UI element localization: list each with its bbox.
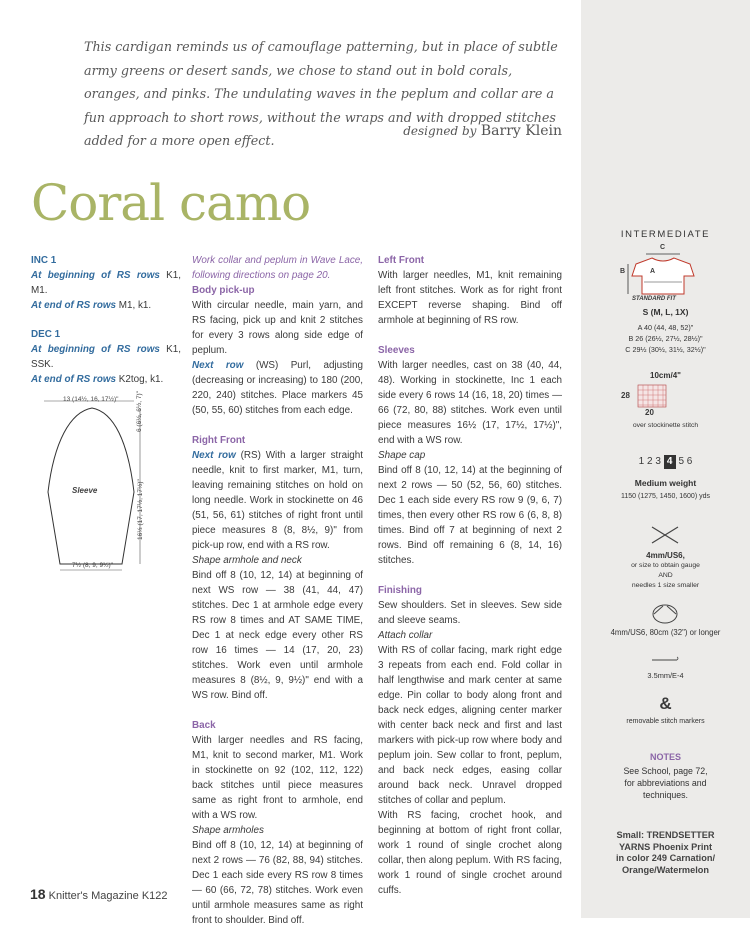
shape-armholes-label: Shape armholes <box>192 825 264 836</box>
sleeve-schematic <box>30 392 160 572</box>
needle1-and: AND <box>658 572 673 579</box>
schematic-sleeve-label: Sleeve <box>72 486 98 495</box>
finishing-column <box>378 253 562 898</box>
yardage: 1150 (1275, 1450, 1600) yds <box>621 493 710 500</box>
back-text: With larger needles and RS facing, M1, knit to second marker, M1. Work in stockinette on 92 (102, 112, 122) back stitches until piece measures same as right front to armhole, end with a WS row. <box>192 735 363 821</box>
notes-line-2: for abbreviations and <box>624 778 707 788</box>
ampersand: & <box>659 694 672 713</box>
sleeves-heading: Sleeves <box>378 345 415 356</box>
body-pickup-text-2: (WS) Purl, adjusting (decreasing or increasing) to 180 (200, 220, 240) stitches. Place markers 45 (50, 55, 60) stitches from each edge. <box>192 360 363 416</box>
abbreviation-column <box>31 253 181 387</box>
gauge-rows: 28 <box>621 391 630 400</box>
standard-fit-label: STANDARD FIT <box>632 296 676 302</box>
sizes: S (M, L, 1X) <box>642 307 689 317</box>
body-pickup-text: With circular needle, main yarn, and RS facing, pick up and knit 2 stitches for every 3 rows along side edge of peplum. <box>192 300 363 356</box>
dec-rs-text: K1, SSK. <box>31 344 181 370</box>
fit-label-a: A <box>650 268 656 275</box>
dec-rs-label: At beginning of RS rows <box>31 344 160 355</box>
circular-needle-info: 4mm/US6, 80cm (32") or longer <box>610 628 721 637</box>
body-pickup-heading: Body pick-up <box>192 285 255 296</box>
measurement-c: C 29½ (30½, 31½, 32½)" <box>625 345 706 354</box>
yarn-line-1: Small: TRENDSETTER <box>616 830 715 840</box>
measurement-b: B 26 (26½, 27½, 28½)" <box>628 334 703 343</box>
schematic-top-dim: 13 (14½, 16, 17½)" <box>63 396 119 403</box>
sleeves-text-2: Bind off 8 (10, 12, 14) at the beginning of next 2 rows — 50 (52, 56, 60) stitches. Dec 1 each side every RS row 9 (9, 6, 7) times, then every other RS row 6 (6, 8, 8) times. Bind off 7 at beginning of next 2 rows. Bind off remaining 6 (8, 14, 16) stitches. <box>378 465 562 566</box>
shape-armhole-neck-label: Shape armhole and neck <box>192 555 302 566</box>
gauge-swatch <box>621 384 691 420</box>
weight-3: 3 <box>655 456 661 467</box>
fit-label-b: B <box>620 268 626 275</box>
finished-measurements <box>581 322 750 355</box>
inc-rs-text: K1, M1. <box>31 270 181 296</box>
crochet-hook-info: 3.5mm/E-4 <box>647 671 684 680</box>
gauge-note: over stockinette stitch <box>632 422 699 429</box>
notes-text <box>581 765 750 801</box>
body-column <box>192 253 363 928</box>
intro-paragraph: This cardigan reminds us of camouflage patterning, but in place of subtle army greens or desert sands, we chose to stand out in bold corals, oranges, and pinks. The undulating waves in the peplum and collar are a fun approach to short rows, without the wraps and with dropped stitches added for a more open effect. <box>84 39 558 148</box>
notes-line-1: See School, page 72, <box>623 766 708 776</box>
gauge-grid-icon <box>637 384 667 410</box>
page-number: 18 <box>30 886 46 902</box>
yarn-info <box>581 830 750 876</box>
schematic-length-dim: 16½ (17, 17½, 17½)" <box>137 479 144 540</box>
page-footer <box>30 886 168 902</box>
attach-collar-label: Attach collar <box>378 630 433 641</box>
notes-heading: NOTES <box>649 752 681 762</box>
dec-end-text: K2tog, k1. <box>116 374 164 385</box>
notes-line-3: techniques. <box>643 790 688 800</box>
needle1-note: or size to obtain gauge <box>631 562 700 569</box>
yarn-line-2: YARNS Phoenix Print <box>618 841 713 852</box>
left-front-heading: Left Front <box>378 255 425 266</box>
yarn-line-4: Orange/Watermelon <box>622 864 709 875</box>
fit-diagram <box>614 244 714 306</box>
skill-level: INTERMEDIATE <box>620 229 711 240</box>
collar-intro: Work collar and peplum in Wave Lace, following directions on page 20. <box>192 255 363 281</box>
finishing-text: Sew shoulders. Set in sleeves. Sew side and sleeve seams. <box>378 600 562 626</box>
designer-credit <box>403 123 562 139</box>
weight-1: 1 <box>638 456 645 467</box>
sleeves-text: With larger needles, cast on 38 (40, 44, 48). Working in stockinette, Inc 1 each side every 6 rows 14 (16, 18, 20) times — 66 (72, 80, 88) stitches. Work even until piece measures 16½ (17, 17½, 17½)", end with a WS row. <box>378 360 562 446</box>
right-front-text-2: Bind off 8 (10, 12, 14) at beginning of next WS row — 38 (41, 44, 47) stitches. Dec 1 at armhole edge every RS row 8 times and AT SAME TIME, Dec 1 at neck edge every other RS row 16 times — 14 (17, 20, 23) stitches. Work even until armhole measures 8 (8½, 9, 9½)" end with a WS row. Bind off. <box>192 570 363 701</box>
weight-4-active: 4 <box>664 455 676 469</box>
left-front-text: With larger needles, M1, knit remaining left front stitches. Work as for right front EXCEPT reverse shaping. Bind off armhole at beginning of RS row. <box>378 270 562 326</box>
dec-end-label: At end of RS rows <box>31 374 117 385</box>
gauge-stitches: 20 <box>645 408 654 417</box>
inc-end-label: At end of RS rows <box>31 300 117 311</box>
needle1-size: 4mm/US6, <box>646 551 685 560</box>
schematic-bottom-dim: 7½ (8, 9, 9½)" <box>72 562 113 569</box>
stitch-markers-info: removable stitch markers <box>626 718 705 725</box>
finishing-heading: Finishing <box>378 585 422 596</box>
yarn-line-3: in color 249 Carnation/ <box>615 853 716 863</box>
back-heading: Back <box>192 720 216 731</box>
weight-5: 5 <box>678 456 685 467</box>
pattern-title: Coral camo <box>31 174 311 232</box>
circular-needle-icon <box>650 602 680 631</box>
finishing-text-2: With RS of collar facing, mark right edge 3 repeats from each end. Fold collar in half lengthwise and mark center at same edge. Pin collar to body along front and back neck edges, aligning center marker with center back neck and first and last markers with pick-up row where body and peplum join. Sew collar to front, peplum, and back neck edges, easing collar around back neck. Unravel dropped stitches of collar and peplum. <box>378 645 562 806</box>
weight-6: 6 <box>686 456 693 467</box>
fit-label-c: C <box>660 244 666 251</box>
inc-end-text: M1, k1. <box>116 300 152 311</box>
shape-cap-label: Shape cap <box>378 450 426 461</box>
magazine-name: Knitter's Magazine K122 <box>48 890 168 902</box>
designed-by-label: designed by <box>403 124 477 138</box>
next-row-label: Next row <box>192 360 244 371</box>
yarn-weight: Medium weight <box>634 478 697 488</box>
dec-heading: DEC 1 <box>31 329 61 340</box>
right-front-heading: Right Front <box>192 435 246 446</box>
inc-rs-label: At beginning of RS rows <box>31 270 160 281</box>
yarn-weight-scale <box>581 455 750 469</box>
inc-heading: INC 1 <box>31 255 57 266</box>
right-front-text: (RS) With a larger straight needle, knit to first marker, M1, turn, leaving remaining stitches on hold on long needle. Work in stockinette on 46 (51, 56, 61) stitches of right front until piece measures 8 (8, 8½, 9)" from pick-up row, end with a RS row. <box>192 450 363 551</box>
needle1-smaller: needles 1 size smaller <box>631 582 700 589</box>
straight-needles-icon <box>650 524 680 551</box>
schematic-cap-dim: 6 (6½, 6½, 7)" <box>136 391 143 432</box>
weight-2: 2 <box>646 456 653 467</box>
designer-name: Barry Klein <box>480 123 562 139</box>
measurement-a: A 40 (44, 48, 52)" <box>637 323 694 332</box>
finishing-text-3: With RS facing, crochet hook, and beginning at bottom of right front collar, work 1 round of single crochet along collar, then along peplum. With RS facing, work 1 round of single crochet around cuffs. <box>378 810 562 896</box>
gauge-title: 10cm/4" <box>650 371 681 380</box>
straight-needle-info <box>581 551 750 591</box>
next-row-label-2: Next row <box>192 450 236 461</box>
back-text-2: Bind off 8 (10, 12, 14) at beginning of next 2 rows — 76 (82, 88, 94) stitches. Dec 1 each side every RS row 8 times — 60 (66, 72, 78) stitches. Work even until armhole measures same as right front to shoulder. Bind off. <box>192 840 363 926</box>
crochet-hook-icon <box>650 652 680 670</box>
